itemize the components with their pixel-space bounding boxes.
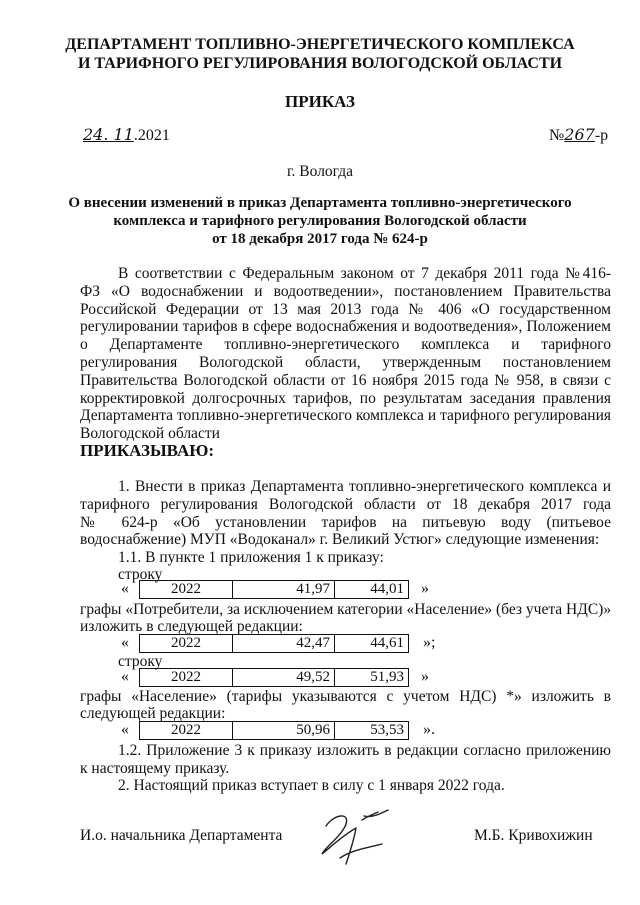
handwritten-signature [312, 806, 394, 868]
tariff-row-1 [139, 580, 409, 599]
tariff-row-4 [139, 721, 409, 740]
preamble [80, 265, 611, 443]
title-line3: от 18 декабря 2017 года № 624-р [212, 231, 428, 247]
item-2: 2. Настоящий приказ вступает в силу с 1 января 2022 года. [118, 777, 505, 794]
year-cell: 2022 [140, 669, 233, 687]
close-quote: » [421, 580, 429, 597]
preamble-line: Вологодской области [80, 425, 220, 443]
city: г. Вологда [286, 163, 354, 180]
item-1-2-line1: 1.2. Приложение 3 к приказу изложить в редакции согласно приложению [118, 742, 611, 759]
year-cell: 2022 [140, 722, 233, 740]
document-type: ПРИКАЗ [285, 92, 355, 111]
row-label: строку [118, 653, 163, 670]
tariff-cell: 44,61 [335, 635, 409, 653]
year-cell: 2022 [140, 635, 233, 653]
order-number [549, 125, 608, 145]
tariff-cell: 53,53 [335, 722, 409, 740]
tariff-row-2 [139, 634, 409, 653]
tariff-cell: 44,01 [335, 581, 409, 599]
graph1-line1: графы «Потребители, за исключением категории «Население» (без учета НДС)» [80, 601, 612, 618]
title-line1: О внесении изменений в приказ Департамента топливно-энергетического [68, 195, 572, 211]
preamble-line: корректировкой долгосрочных тарифов, по результатам заседания правления [80, 389, 611, 407]
open-quote: « [121, 634, 129, 651]
number-prefix: № [549, 127, 565, 144]
tariff-cell: 41,97 [233, 581, 335, 599]
close-quote: » [421, 668, 429, 685]
tariff-cell: 49,52 [233, 669, 335, 687]
open-quote: « [121, 721, 129, 738]
number-suffix: -р [594, 127, 609, 144]
item-1-line: 1. Внести в приказ Департамента топливно-энергетического комплекса и [118, 478, 611, 495]
graph1-line2: изложить в следующей редакции: [80, 618, 303, 635]
tariff-cell: 42,47 [233, 635, 335, 653]
org-name-line2: И ТАРИФНОГО РЕГУЛИРОВАНИЯ ВОЛОГОДСКОЙ ОБЛАСТИ [77, 55, 563, 72]
close-quote: »; [423, 634, 436, 651]
item-1 [80, 478, 611, 549]
preamble-line: Российской Федерации от 13 мая 2013 года № 406 «О государственном [80, 300, 611, 318]
tariff-row-3 [139, 668, 409, 687]
preamble-line: регулировании тарифов в сфере водоснабжения и водоотведения», Положением [80, 318, 611, 336]
title-line2: комплекса и тарифного регулирования Вологодской области [113, 213, 527, 229]
preamble-line: о Департаменте топливно-энергетического комплекса и тарифного [80, 336, 611, 354]
preamble-line: регулирования Вологодской области, утвержденным постановлением [80, 353, 611, 371]
handwritten-date: 24. 11 [83, 125, 134, 144]
close-quote: ». [423, 721, 435, 738]
handwritten-number: 267 [564, 125, 595, 144]
open-quote: « [121, 668, 129, 685]
preamble-line: В соответствии с Федеральным законом от 7 декабря 2011 года №416- [118, 265, 611, 282]
order-date [83, 125, 170, 145]
graph2-line2: следующей редакции: [80, 705, 226, 722]
item-1-line: № 624-р «Об установлении тарифов на питьевую воду (питьевое [80, 513, 611, 531]
org-name-line1: ДЕПАРТАМЕНТ ТОПЛИВНО-ЭНЕРГЕТИЧЕСКОГО КОМПЛЕКСА [65, 36, 575, 53]
open-quote: « [121, 580, 129, 597]
order-directive: ПРИКАЗЫВАЮ: [80, 441, 215, 460]
date-year: .2021 [133, 127, 170, 144]
item-1-line: тарифного регулирования Вологодской области от 18 декабря 2017 года [80, 495, 611, 513]
tariff-cell: 51,93 [335, 669, 409, 687]
year-cell: 2022 [140, 581, 233, 599]
item-1-line: водоснабжение) МУП «Водоканал» г. Великий Устюг» следующие изменения: [80, 531, 600, 549]
signatory-name: М.Б. Кривохижин [474, 827, 593, 844]
signatory-position: И.о. начальника Департамента [80, 827, 283, 844]
preamble-line: Департамента топливно-энергетического комплекса и тарифного регулирования [80, 407, 611, 425]
item-1-2-line2: к настоящему приказу. [80, 760, 230, 777]
item-1-1: 1.1. В пункте 1 приложения 1 к приказу: [118, 549, 384, 566]
preamble-line: ФЗ «О водоснабжении и водоотведении», постановлением Правительства [80, 282, 611, 300]
tariff-cell: 50,96 [233, 722, 335, 740]
row-label: строку [118, 566, 163, 583]
preamble-line: Правительства Вологодской области от 16 ноября 2015 года № 958, в связи с [80, 371, 611, 389]
graph2-line1: графы «Население» (тарифы указываются с учетом НДС) *» изложить в [80, 688, 611, 705]
